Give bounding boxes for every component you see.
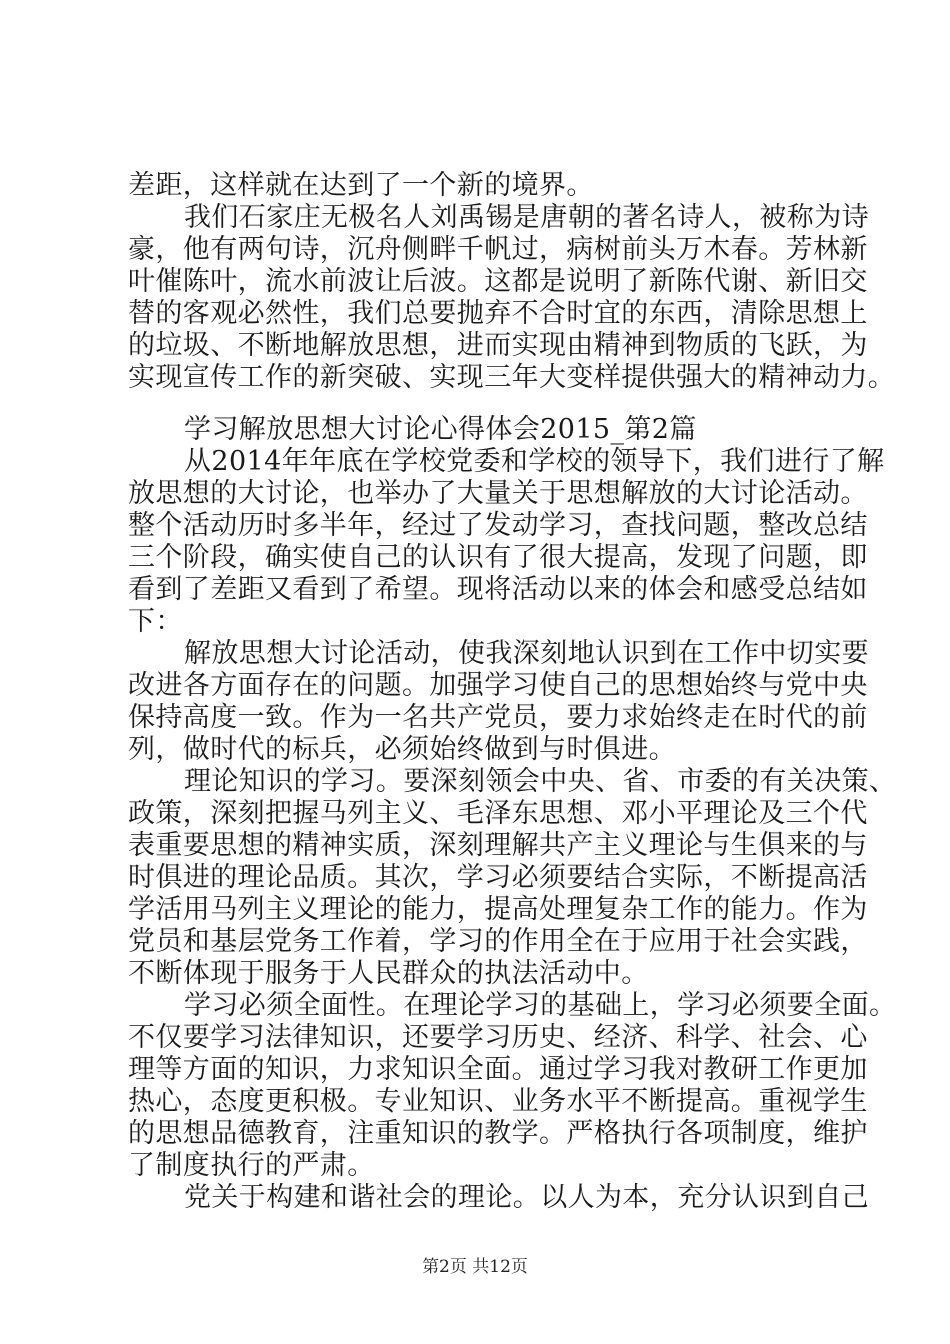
text-line: 改进各方面存在的问题。加强学习使自己的思想始终与党中央: [128, 670, 868, 701]
text-line: 解放思想大讨论活动，使我深刻地认识到在工作中切实要: [184, 638, 869, 669]
text-line: 从2014年年底在学校党委和学校的领导下，我们进行了解: [184, 446, 885, 477]
text-line: 热心，态度更积极。专业知识、业务水平不断提高。重视学生: [128, 1086, 868, 1117]
text-line: 整个活动历时多半年，经过了发动学习，查找问题，整改总结: [128, 510, 868, 541]
text-line: 理论知识的学习。要深刻领会中央、省、市委的有关决策、: [184, 766, 897, 797]
text-line: 替的客观必然性，我们总要抛弃不合时宜的东西，清除思想上: [128, 298, 868, 329]
text-line: 党关于构建和谐社会的理论。以人为本，充分认识到自己: [184, 1182, 869, 1213]
text-line: 差距，这样就在达到了一个新的境界。: [128, 170, 594, 201]
text-line: 下：: [128, 606, 183, 637]
text-line: 学习解放思想大讨论心得体会2015_第2篇: [184, 414, 697, 445]
text-line: 我们石家庄无极名人刘禹锡是唐朝的著名诗人，被称为诗: [184, 202, 869, 233]
text-line: 政策，深刻把握马列主义、毛泽东思想、邓小平理论及三个代: [128, 798, 868, 829]
text-line: 列，做时代的标兵，必须始终做到与时俱进。: [128, 734, 676, 765]
text-line: 表重要思想的精神实质，深刻理解共产主义理论与生俱来的与: [128, 830, 868, 861]
paragraph-gap: [128, 394, 840, 414]
text-line: 三个阶段，确实使自己的认识有了很大提高，发现了问题，即: [128, 542, 868, 573]
text-line: 实现宣传工作的新突破、实现三年大变样提供强大的精神动力。: [128, 362, 896, 393]
text-line: 理等方面的知识，力求知识全面。通过学习我对教研工作更加: [128, 1054, 868, 1085]
document-body: [128, 170, 897, 1214]
text-line: 放思想的大讨论，也举办了大量关于思想解放的大讨论活动。: [128, 478, 868, 509]
text-line: 豪，他有两句诗，沉舟侧畔千帆过，病树前头万木春。芳林新: [128, 234, 868, 265]
text-line: 不断体现于服务于人民群众的执法活动中。: [128, 958, 649, 989]
text-line: 学活用马列主义理论的能力，提高处理复杂工作的能力。作为: [128, 894, 868, 925]
text-line: 了制度执行的严肃。: [128, 1150, 375, 1181]
text-line: 学习必须全面性。在理论学习的基础上，学习必须要全面。: [184, 990, 897, 1021]
text-line: 叶催陈叶，流水前波让后波。这都是说明了新陈代谢、新旧交: [128, 266, 868, 297]
page-footer: 第2页 共12页: [422, 1257, 528, 1277]
text-line: 的思想品德教育，注重知识的教学。严格执行各项制度，维护: [128, 1118, 868, 1149]
text-line: 时俱进的理论品质。其次，学习必须要结合实际，不断提高活: [128, 862, 868, 893]
text-line: 看到了差距又看到了希望。现将活动以来的体会和感受总结如: [128, 574, 868, 605]
text-line: 的垃圾、不断地解放思想，进而实现由精神到物质的飞跃，为: [128, 330, 868, 361]
text-line: 党员和基层党务工作着，学习的作用全在于应用于社会实践，: [128, 926, 868, 957]
text-line: 不仅要学习法律知识，还要学习历史、经济、科学、社会、心: [128, 1022, 868, 1053]
text-line: 保持高度一致。作为一名共产党员，要力求始终走在时代的前: [128, 702, 868, 733]
